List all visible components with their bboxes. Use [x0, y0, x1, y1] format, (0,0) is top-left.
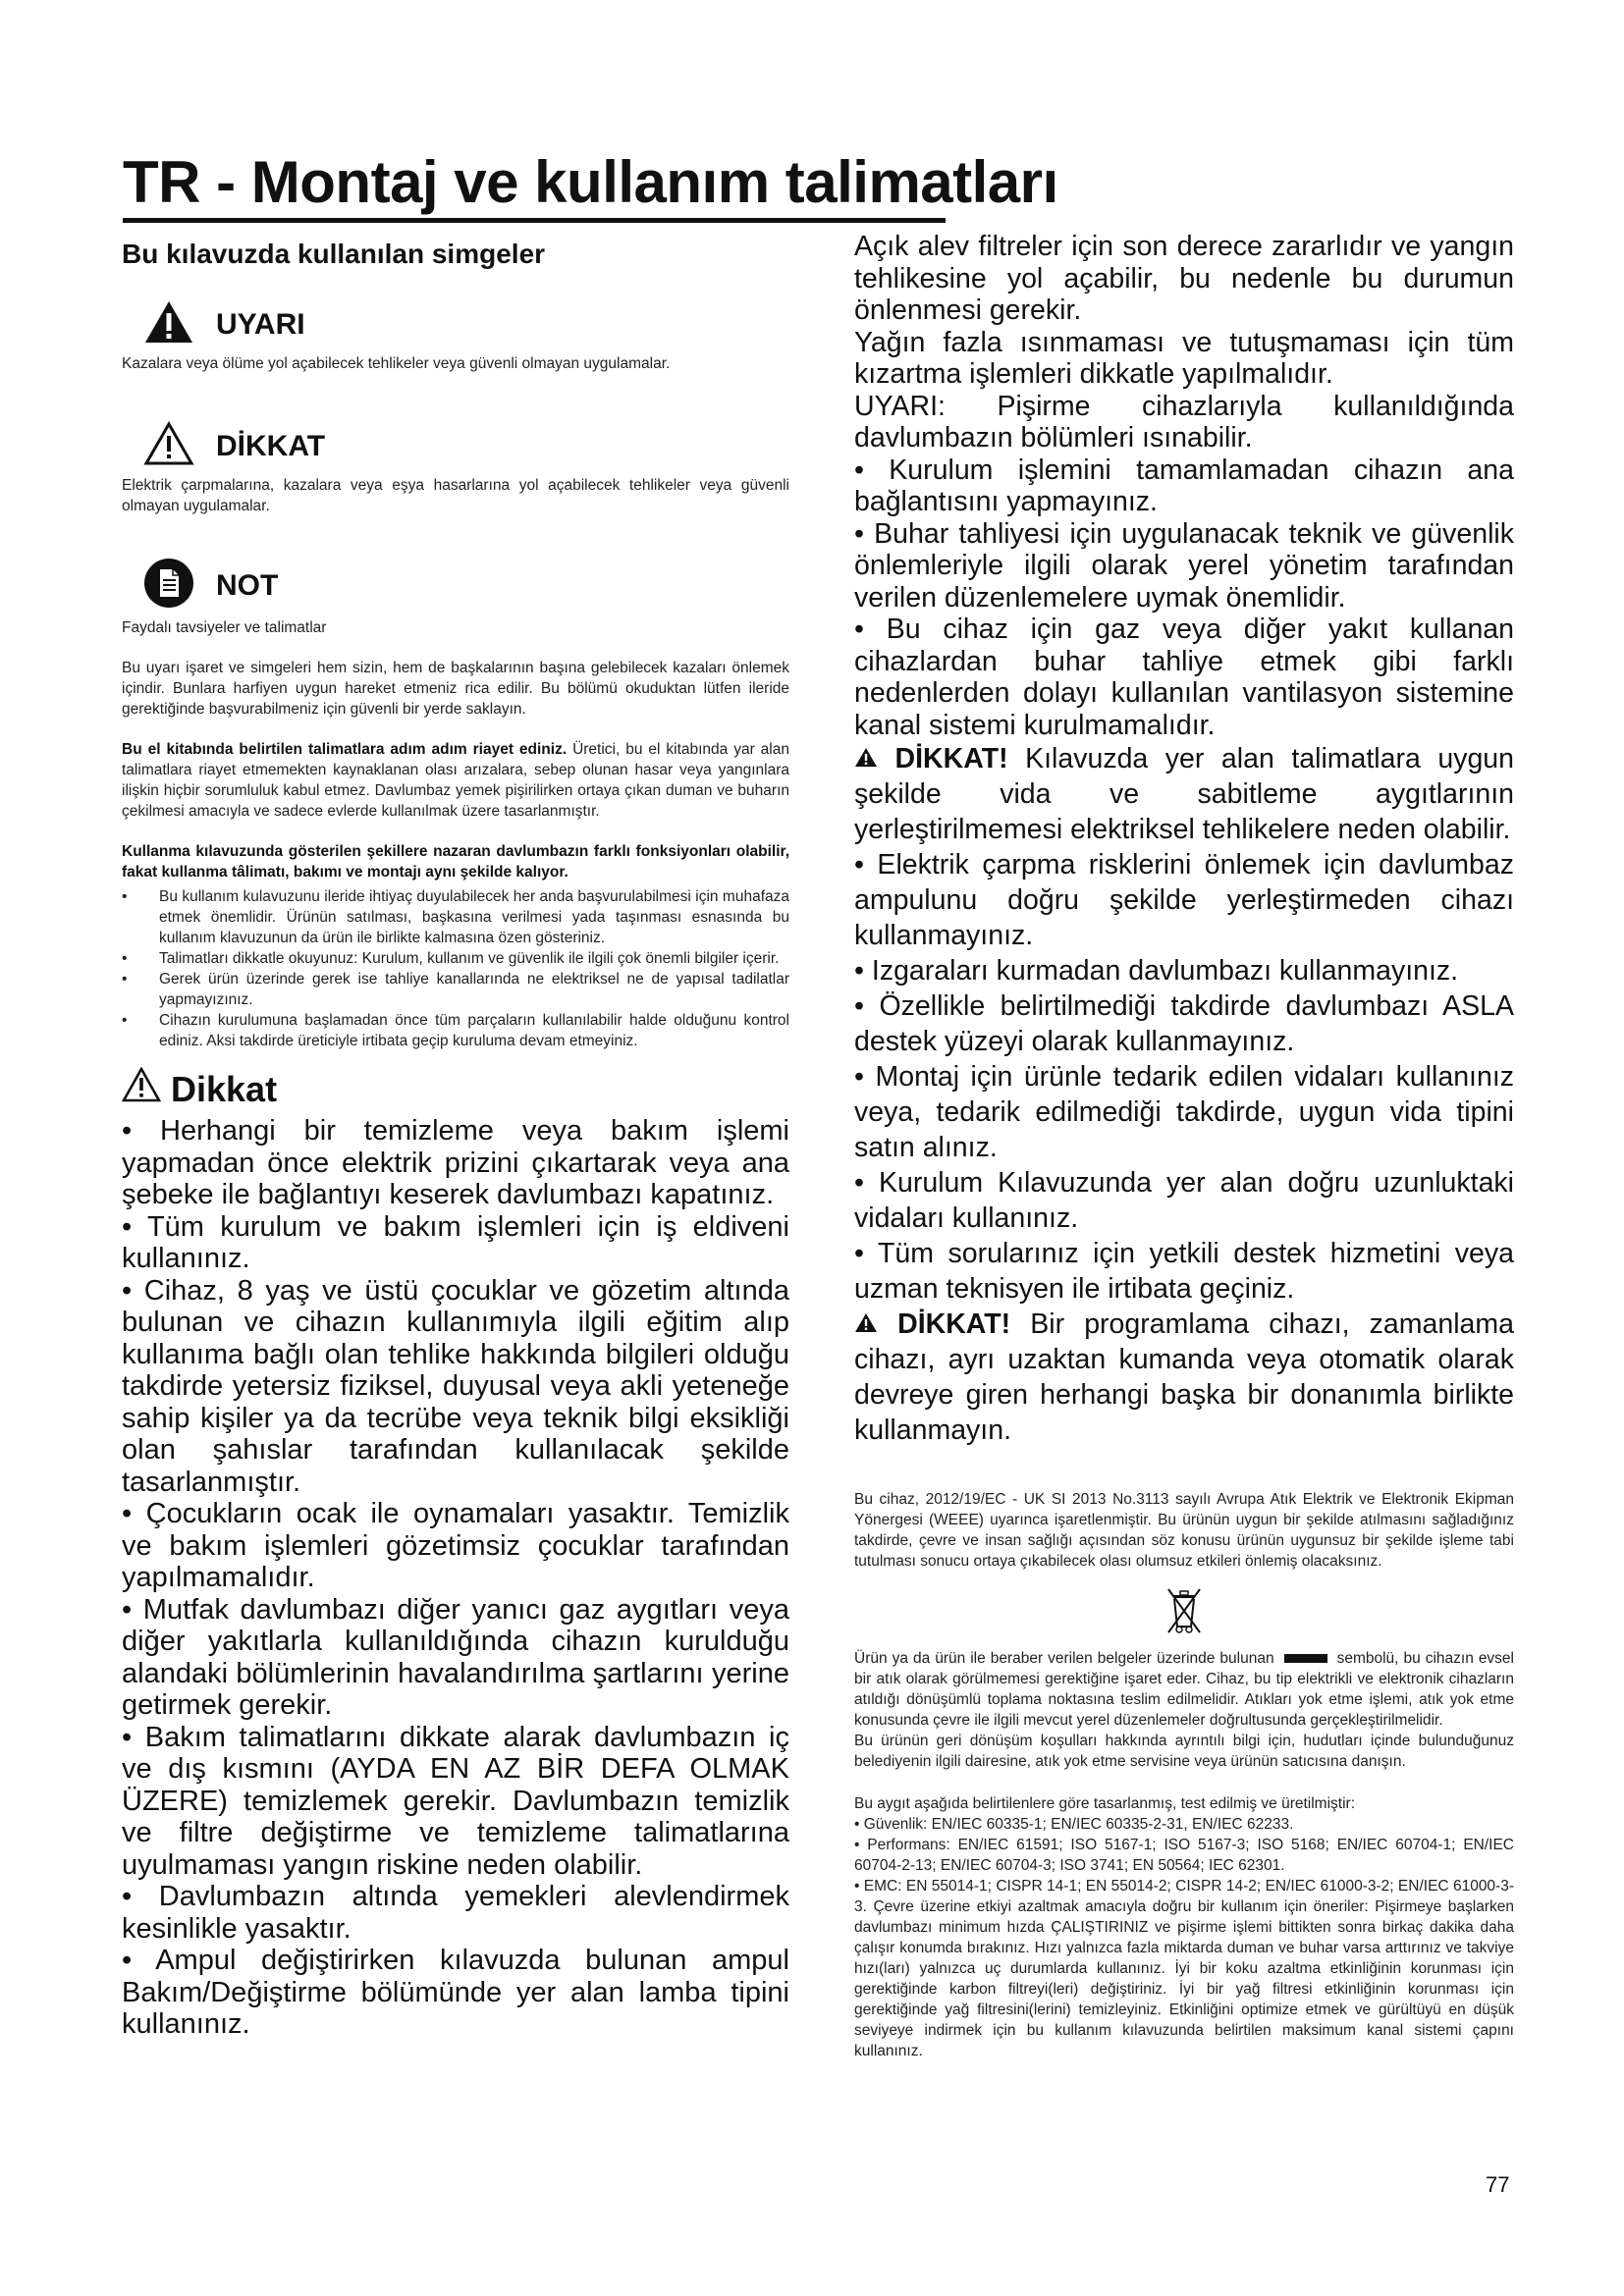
weee-section: [854, 1489, 1514, 2061]
right-paragraph: UYARI: Pişirme cihazlarıyla kullanıldığında davlumbazın bölümleri ısınabilir.: [854, 390, 1514, 454]
caution-tag: DİKKAT!: [897, 1308, 1011, 1340]
dikkat-paragraph: • Cihaz, 8 yaş ve üstü çocuklar ve gözetim altında bulunan ve cihazın kullanımıyla ilgili eğitim alıp kullanıma bağlı olan tehlike hakkında bilgileri olduğu takdirde yetersiz fiziksel, duyusal veya akli yeteneğe sahip kişiler ya da tecrübe veya teknik bilgi eksikliği olan şahıslar tarafından kullanılacak şekilde tasarlanmıştır.: [122, 1274, 789, 1498]
right-paragraph: • Izgaraları kurmadan davlumbazı kullanmayınız.: [854, 955, 1459, 987]
dikkat-heading-text: Dikkat: [171, 1068, 278, 1109]
usage-list: [122, 886, 789, 1051]
dikkat-paragraph: • Mutfak davlumbazı diğer yanıcı gaz aygıtları veya diğer yakıtlarla kullanıldığında cihazın kurulduğu alandaki bölümlerinin havalandırılma şartlarını yerine getirmek gerekir.: [122, 1593, 789, 1721]
dikkat-paragraph: • Davlumbazın altında yemekleri alevlendirmek kesinlikle yasaktır.: [122, 1881, 789, 1945]
caution-paragraph-1: [854, 741, 1514, 847]
standards-item: • Güvenlik: EN/IEC 60335-1; EN/IEC 60335-2-31, EN/IEC 62233.: [854, 1816, 1294, 1833]
caution-paragraph-2: [854, 1307, 1514, 1448]
caution-text: Bir programlama cihazı, zamanlama cihazı, ayrı uzaktan kumanda veya otomatik olarak devreye giren herhangi başka bir donanımla birlikte kullanmayın.: [854, 1308, 1514, 1446]
caution-outline-triangle-icon: [122, 1067, 161, 1111]
left-column: [122, 231, 789, 2041]
title-underline: [123, 218, 946, 223]
symbol-text-b: sembolü, bu cihazın evsel bir atık olarak görülmemesi gerektiğine işaret eder. Cihaz, bu tip elektrikli ve elektronik cihazların atıldığı dönüşümlü toplama noktasına teslim edilmelidir. Atıkları yok etme işlemi, atık yok etme konusunda çevre ile ilgili mevcut yerel düzenlemeler doğrultusunda gerçekleştirilmelidir.: [854, 1650, 1514, 1729]
recycle-paragraph: Bu ürünün geri dönüşüm koşulları hakkında ayrıntılı bilgi için, hudutları içinde bulunduğunuz belediyenin ilgili dairesine, atık yok etme servisine veya ürünün satıcısına danışın.: [854, 1733, 1514, 1770]
right-paragraph: • Bu cihaz için gaz veya diğer yakıt kullanan cihazlardan buhar tahliye etmek gibi farklı nedenlerden dolayı kullanılan vantilasyon sistemine kanal sistemi kurulmamalıdır.: [854, 614, 1514, 741]
caution-tag: DİKKAT!: [894, 743, 1008, 774]
caution-outline-triangle-icon: [143, 421, 194, 471]
caution-label: DİKKAT: [216, 429, 326, 462]
warning-block: [122, 299, 789, 374]
note-document-icon: [143, 558, 194, 614]
symbol-text-a: Ürün ya da ürün ile beraber verilen belgeler üzerinde bulunan: [854, 1650, 1274, 1667]
right-paragraph: • Kurulum Kılavuzunda yer alan doğru uzunluktaki vidaları kullanınız.: [854, 1167, 1514, 1234]
steps-paragraph: [122, 739, 789, 822]
standards-item: • Performans: EN/IEC 61591; ISO 5167-1; ISO 5167-3; ISO 5168; EN/IEC 60704-1; EN/IEC 60704-2-13; EN/IEC 60704-3; ISO 3741; EN 50564; IEC 62301.: [854, 1837, 1514, 1874]
steps-bold: Bu el kitabında belirtilen talimatlara adım adım riayet ediniz.: [122, 741, 568, 758]
intro-section: [122, 658, 789, 1051]
right-paragraph: • Tüm sorularınız için yetkili destek hizmetini veya uzman teknisyen ile irtibata geçiniz.: [854, 1238, 1514, 1305]
page-title: TR - Montaj ve kullanım talimatları: [123, 149, 1058, 215]
right-paragraph: • Montaj için ürünle tedarik edilen vidaları kullanınız veya, tedarik edilmediği takdirde, uygun vida tipini satın alınız.: [854, 1061, 1514, 1163]
dikkat-paragraph: • Bakım talimatlarını dikkate alarak davlumbazın iç ve dış kısmını (AYDA EN AZ BİR DEFA OLMAK ÜZERE) temizlemek gerekir. Davlumbazın temizlik ve filtre değiştirme ve temizleme talimatlarına uyulmaması yangın riskine neden olabilir.: [122, 1721, 789, 1881]
warning-filled-triangle-icon: [854, 1308, 878, 1340]
right-paragraph: • Buhar tahliyesi için uygulanacak teknik ve güvenlik önlemleriyle ilgili olarak yerel yönetim tarafından verilen düzenlemelere uymak önemlidir.: [854, 517, 1514, 614]
standards-intro: Bu aygıt aşağıda belirtilenlere göre tasarlanmış, test edilmiş ve üretilmiştir:: [854, 1795, 1355, 1812]
right-column: [854, 231, 1514, 2061]
steps-text: Üretici, bu el kitabında yar alan talimatlara riayet etmemekten kaynaklanan olası arızalara, sebep olunan hasar veya yangınlara ilişkin hiçbir sorumluluk kabul etmez. Davlumbaz yemek pişirilirken ortaya çıkan duman ve buharın çekilmesi amacıyla ve sadece evlerde kullanılmak üzere tasarlanmıştır.: [122, 741, 789, 820]
weee-paragraph: Bu cihaz, 2012/19/EC - UK SI 2013 No.3113 sayılı Avrupa Atık Elektrik ve Elektronik Ekipman Yönergesi (WEEE) uyarınca işaretlenmiştir. Bu ürünün uygun bir şekilde atılmasını sağladığınız takdirde, çevre ve insan sağlığı açısından söz konusu ürünün uygunsuz bir şekilde işleme tabi tutulması sonucu ortaya çıkabilecek olası olumsuz etkileri önlemiş olacaksınız.: [854, 1491, 1514, 1570]
caution-text: Kılavuzda yer alan talimatlara uygun şekilde vida ve sabitleme aygıtlarının yerleştirilmemesi elektriksel tehlikelere neden olabilir.: [854, 743, 1515, 845]
warning-filled-triangle-icon: [143, 299, 194, 349]
dikkat-paragraphs: [122, 1115, 789, 2041]
dikkat-heading: [122, 1067, 789, 1111]
symbol-paragraph: [854, 1648, 1514, 1731]
list-item: • Cihazın kurulumuna başlamadan önce tüm parçaların kullanılabilir halde olduğunu kontrol ediniz. Aksi takdirde üreticiyle irtibata geçip kuruluma devam etmeyiniz.: [159, 1010, 789, 1051]
list-item: • Talimatları dikkatle okuyunuz: Kurulum, kullanım ve güvenlik ile ilgili çok önemli bilgiler içerir.: [159, 948, 789, 969]
black-bar-symbol: [1284, 1654, 1327, 1663]
note-description: Faydalı tavsiyeler ve talimatlar: [122, 619, 327, 636]
list-item: • Bu kullanım kulavuzunu ileride ihtiyaç duyulabilecek her anda başvurulabilmesi için muhafaza etmek önemlidir. Ürünün satılması, başkasına verilmesi yada taşınması esnasında bu kullanım klavuzunun da ürün ile birlikte kalmasına özen gösteriniz.: [159, 886, 789, 948]
list-item: • Gerek ürün üzerinde gerek ise tahliye kanallarında ne elektriksel ne de yapısal tadilatlar yapmayızınız.: [159, 969, 789, 1010]
caution-description: Elektrik çarpmalarına, kazalara veya eşya hasarlarına yol açabilecek tehlikeler veya güvenli olmayan uygulamalar.: [122, 477, 789, 514]
note-label: NOT: [216, 568, 279, 602]
page-number: 77: [1486, 2172, 1510, 2197]
warning-label: UYARI: [216, 307, 305, 341]
right-paragraph: • Kurulum işlemini tamamlamadan cihazın ana bağlantısını yapmayınız.: [854, 454, 1514, 517]
weee-bin-icon: [854, 1585, 1514, 1642]
right-paragraph: • Elektrik çarpma risklerini önlemek için davlumbaz ampulunu doğru şekilde yerleştirmeden cihazı kullanmayınız.: [854, 849, 1514, 951]
intro-paragraph: Bu uyarı işaret ve simgeleri hem sizin, hem de başkalarının başına gelebilecek kazaları önlemek içindir. Bunlara harfiyen uygun hareket etmeniz rica edilir. Bu bölümü okuduktan lütfen ileride gerektiğinde başvurabilmeniz için güvenli bir yerde saklayın.: [122, 660, 789, 718]
dikkat-paragraph: • Herhangi bir temizleme veya bakım işlemi yapmadan önce elektrik prizini çıkartarak veya ana şebeke ile bağlantıyı keserek davlumbazı kapatınız.: [122, 1115, 789, 1210]
right-paragraph: • Özellikle belirtilmediği takdirde davlumbazı ASLA destek yüzeyi olarak kullanmayınız.: [854, 990, 1514, 1057]
note-block: [122, 558, 789, 638]
right-paragraph: Açık alev filtreler için son derece zararlıdır ve yangın tehlikesine yol açabilir, bu nedenle bu durumun önlenmesi gerekir.: [854, 231, 1514, 326]
right-top-paragraphs: [854, 231, 1514, 1448]
usage-bold-paragraph: Kullanma kılavuzunda gösterilen şekillere nazaran davlumbazın farklı fonksiyonları olabilir, fakat kullanma tâlimatı, bakımı ve montajı aynı şekilde kalıyor.: [122, 843, 789, 881]
dikkat-paragraph: • Tüm kurulum ve bakım işlemleri için iş eldiveni kullanınız.: [122, 1210, 789, 1274]
dikkat-paragraph: • Çocukların ocak ile oynamaları yasaktır. Temizlik ve bakım işlemleri gözetimsiz çocuklar tarafından yapılmamalıdır.: [122, 1498, 789, 1593]
warning-description: Kazalara veya ölüme yol açabilecek tehlikeler veya güvenli olmayan uygulamalar.: [122, 355, 671, 372]
right-paragraph: Yağın fazla ısınmaması ve tutuşmaması için tüm kızartma işlemleri dikkatle yapılmalıdır.: [854, 326, 1514, 390]
warning-filled-triangle-icon: [854, 743, 878, 774]
standards-item: • EMC: EN 55014-1; CISPR 14-1; EN 55014-2; CISPR 14-2; EN/IEC 61000-3-2; EN/IEC 61000-3-3. Çevre üzerine etkiyi azaltmak amacıyla doğru bir kullanım için öneriler: Pişirmeye başlarken davlumbazı minimum hızda ÇALIŞTIRINIZ ve pişirme işlemi bittikten sonra birkaç dakika daha çalışır konumda bırakınız. Hızı yalnızca fazla miktarda duman ve buhar varsa arttırınız ve takviye hızı(ları) yalnızca uç durumlarda kullanınız. İyi bir koku azaltma etkinliğinin korunması için gerektiğinde karbon filtreyi(leri) değiştiriniz. İyi bir yağ filtresi etkinliğinin korunması için gerektiğinde yağ filtresini(lerini) temizleyiniz. Etkinliğini optimize etmek ve gürültüyü en düşük seviyeye indirmek için bu kullanım kılavuzunda belirtilen maksimum kanal sistemi çapını kullanınız.: [854, 1878, 1514, 2059]
dikkat-paragraph: • Ampul değiştirirken kılavuzda bulunan ampul Bakım/Değiştirme bölümünde yer alan lamba tipini kullanınız.: [122, 1945, 789, 2040]
caution-block: [122, 421, 789, 516]
symbols-heading: Bu kılavuzda kullanılan simgeler: [122, 239, 546, 269]
